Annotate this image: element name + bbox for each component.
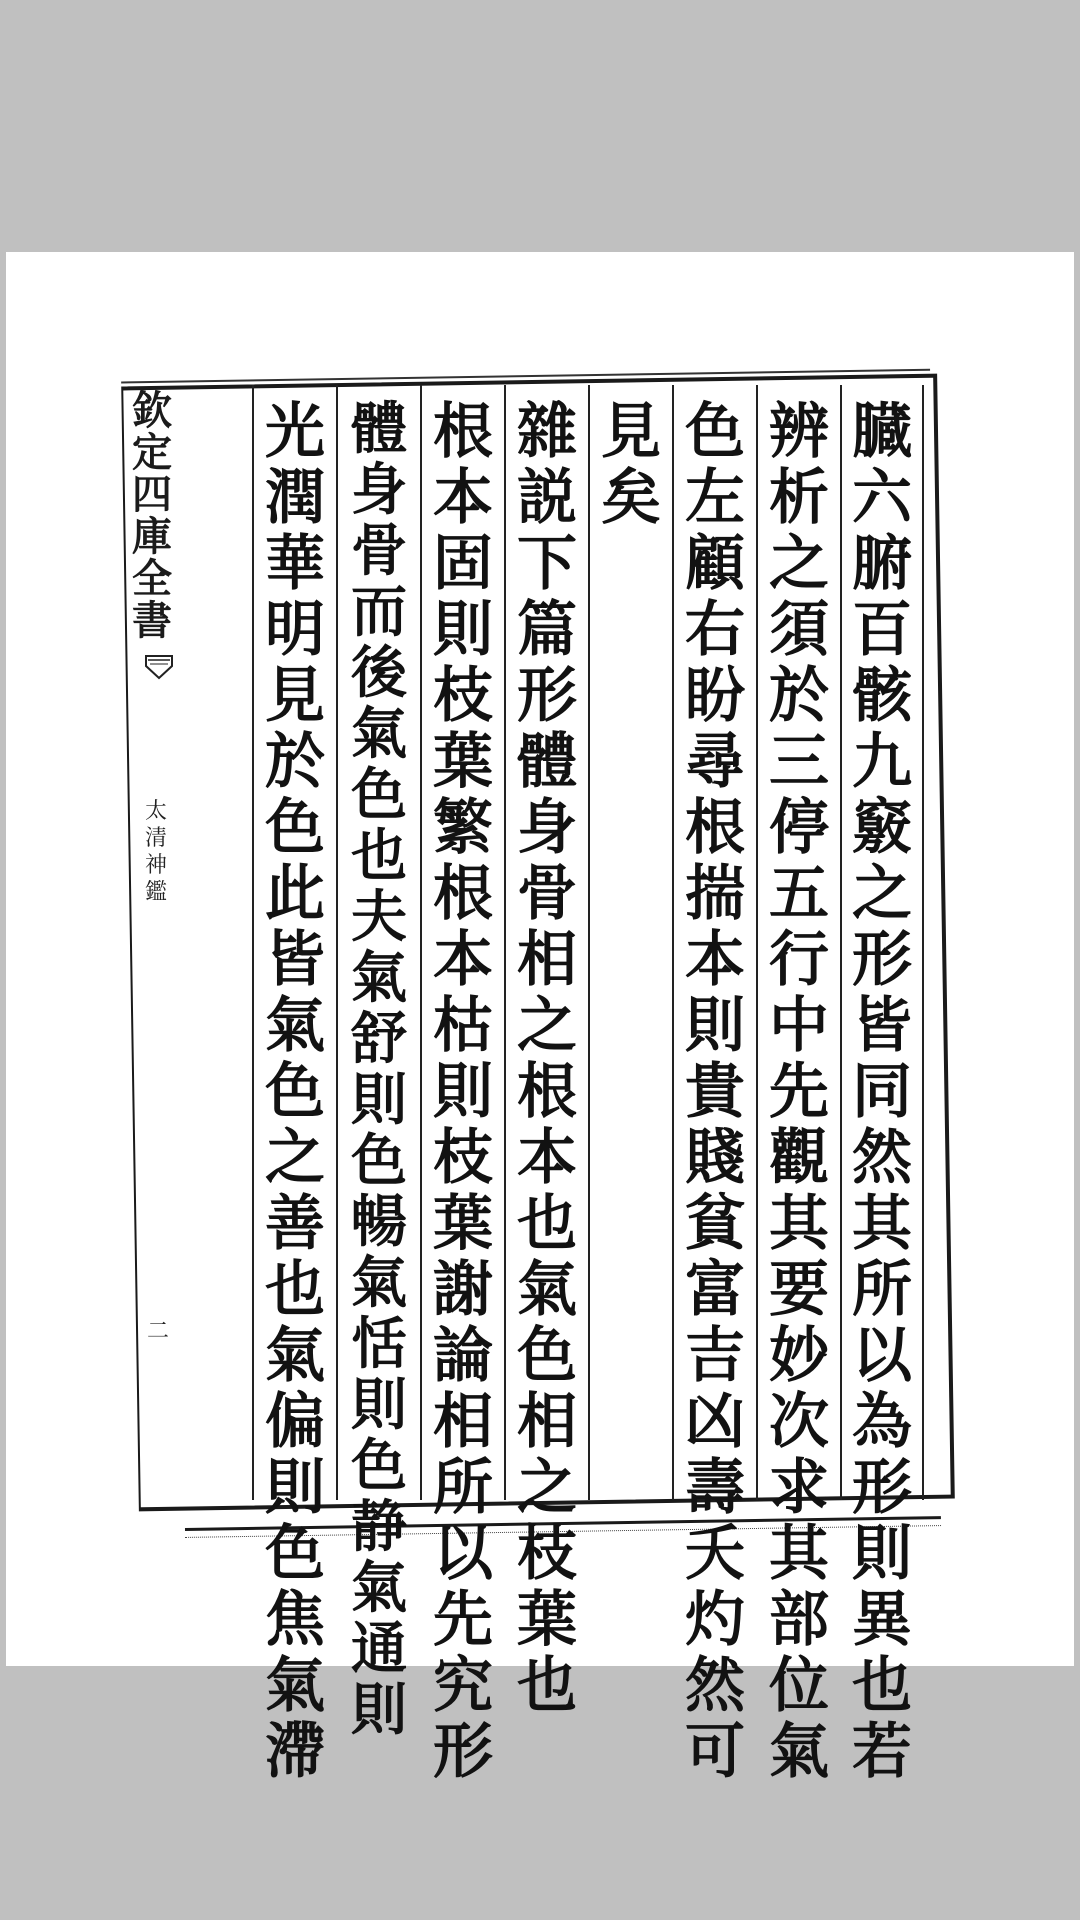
text-column <box>840 385 924 1787</box>
text-column <box>756 385 840 1787</box>
scanned-leaf <box>130 380 946 1787</box>
text-column <box>252 385 336 1787</box>
text-column <box>420 385 504 1787</box>
page-number: 二 <box>146 1319 169 1344</box>
book-title: 太清神鑑 <box>144 799 167 905</box>
text-column <box>336 385 420 1743</box>
column-text: 辨析之須於三停五行中先觀其要妙次求其部位氣 <box>769 397 829 1787</box>
column-text: 臓六腑百骸九竅之形皆同然其所以為形則異也若 <box>852 397 912 1787</box>
text-columns <box>168 385 924 1787</box>
collection-title: 欽定四庫全書 <box>132 387 172 644</box>
column-text: 見矣 <box>601 397 661 533</box>
text-column <box>588 385 672 1500</box>
column-text: 光潤華明見於色此皆氣色之善也氣偏則色焦氣滯 <box>265 397 325 1787</box>
text-column <box>672 385 756 1787</box>
column-text: 色左顧右盼尋根揣本則貴賤貧富吉凶壽夭灼然可 <box>685 397 745 1787</box>
column-text: 根本固則枝葉繁根本枯則枝葉謝論相所以先究形 <box>433 397 493 1787</box>
column-text: 體身骨而後氣色也夫氣舒則色暢氣恬則色静氣通則 <box>351 396 407 1743</box>
column-text: 雜説下篇 形體身骨相之根本也氣色相之枝葉也 <box>517 397 637 1721</box>
